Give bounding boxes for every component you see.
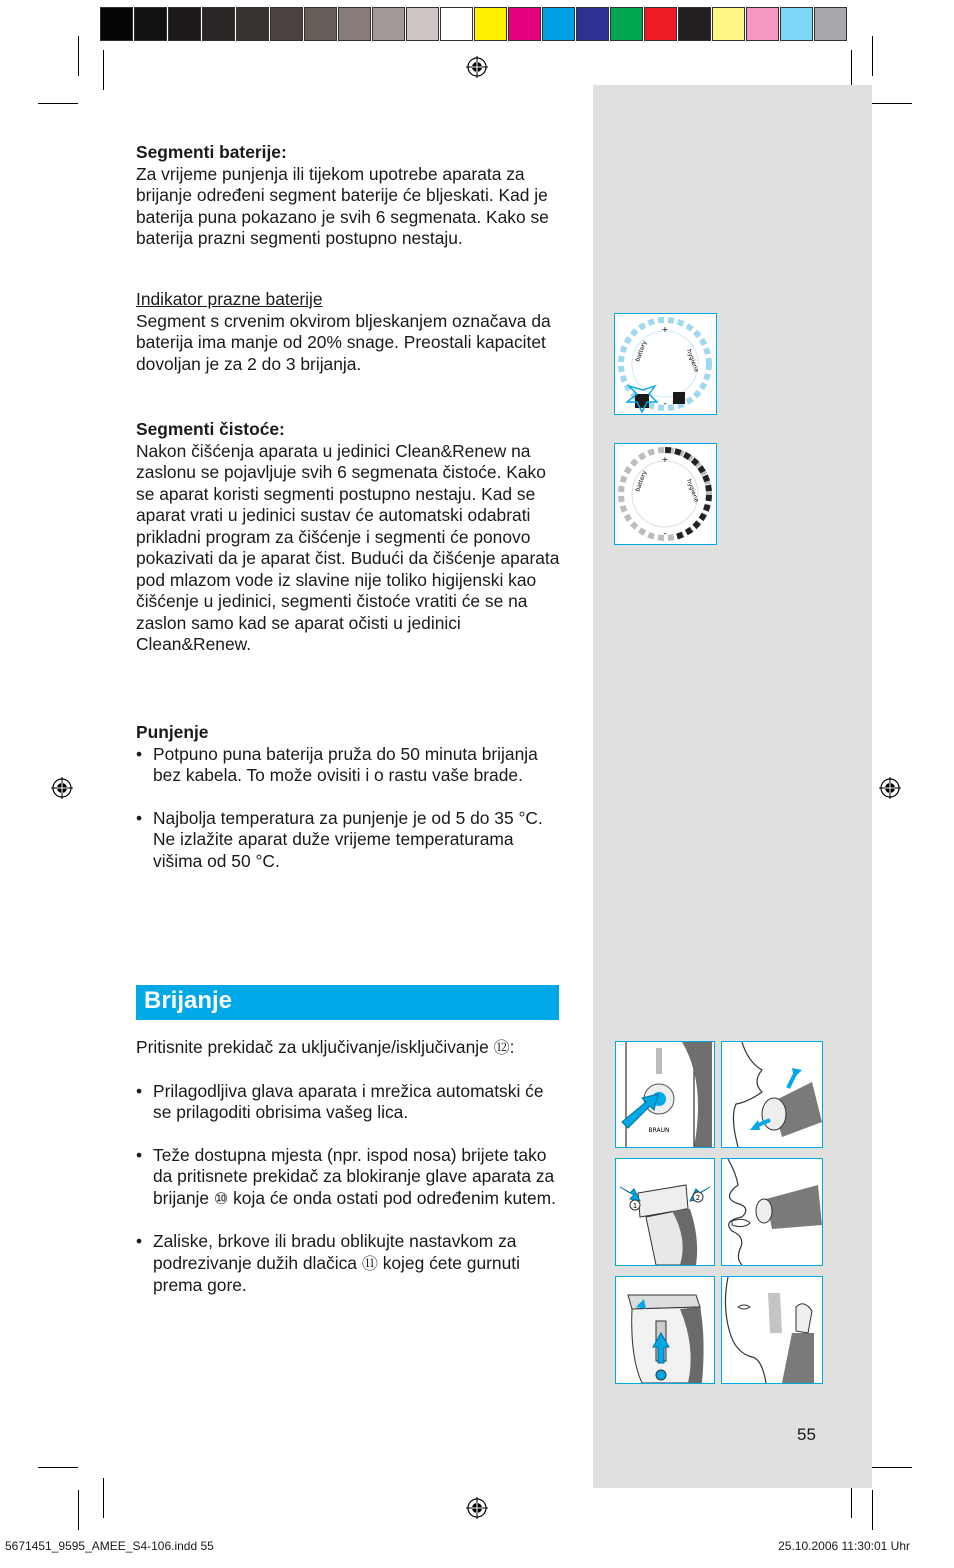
crop-mark (38, 1467, 78, 1468)
color-swatch (270, 7, 303, 41)
hygiene-segments-section (136, 419, 561, 656)
battery-dial-figure (614, 313, 717, 415)
reference-number: ⑫ (493, 1040, 510, 1057)
crop-mark (103, 50, 104, 90)
color-swatch (780, 7, 813, 41)
color-swatch (202, 7, 235, 41)
reference-number: ⑩ (213, 1190, 229, 1208)
color-swatch (542, 7, 575, 41)
color-swatch (440, 7, 473, 41)
color-swatch (100, 7, 133, 41)
color-swatch (134, 7, 167, 41)
dial-minus-label: - (663, 529, 667, 539)
lock-head-illustration (616, 1159, 714, 1265)
paragraph: Za vrijeme punjenja ili tijekom upotrebe aparata za brijanje određeni segment baterije će bljeskati. Kad je baterija puna pokazano je svih 6 segmenata. Kako se baterija prazni segmenti postupno nestaju. (136, 163, 549, 248)
color-calibration-bar (100, 7, 848, 41)
color-swatch (814, 7, 847, 41)
list-item (136, 1231, 561, 1297)
paragraph (136, 1037, 561, 1060)
figure-trimmer (615, 1276, 715, 1384)
section-heading: Punjenje (136, 722, 209, 742)
charging-section (136, 722, 561, 872)
list-item: • Prilagodljiva glava aparata i mrežica automatski će se prilagoditi obrisima vašeg lica. (136, 1081, 561, 1124)
color-swatch (678, 7, 711, 41)
color-swatch (236, 7, 269, 41)
dial-hygiene-label: hygiene (685, 478, 700, 504)
face-nose-illustration (722, 1159, 822, 1265)
crop-mark (103, 1478, 104, 1518)
intro-end: : (509, 1037, 515, 1057)
crop-mark (872, 1490, 873, 1530)
paragraph: Nakon čišćenja aparata u jedinici Clean&Renew na zaslonu se pojavljuje svih 6 segmenata čistoće. Kako se aparat koristi segmenti postupno nestaju. Kad se aparat vrati u jedinici sustav će automatski odabrati prikladni program za čišćenje i segmenti će ponovo pokazivati da je aparat čist. Budući da čišćenje aparata pod mlazom vode iz slavine nije toliko higijenski kao čišćenje u jedinici, segmenti čistoće vratiti će se na zaslon samo kad se aparat očisti u jedinici Clean&Renew. (136, 440, 560, 654)
shaver-switch-illustration (616, 1042, 714, 1147)
dial-hygiene-label: hygiene (685, 348, 700, 374)
shaving-section (136, 1037, 561, 1297)
section-title-bar (136, 985, 559, 1020)
list-text: koja će onda ostati pod određenim kutem. (233, 1187, 556, 1208)
dial-plus-label: + (661, 325, 669, 334)
color-swatch (508, 7, 541, 41)
face-sideburn-illustration (722, 1277, 822, 1383)
footer-filename: 5671451_9595_AMEE_S4-106.indd 55 (5, 1539, 214, 1553)
section-heading: Segmenti čistoće: (136, 419, 285, 439)
color-swatch (406, 7, 439, 41)
color-swatch (338, 7, 371, 41)
page-number: 55 (797, 1425, 816, 1444)
dial-battery-label: battery (634, 469, 649, 493)
registration-mark-icon (466, 56, 488, 78)
trimmer-illustration (616, 1277, 714, 1383)
section-title: Brijanje (144, 987, 233, 1014)
crop-mark (872, 1467, 912, 1468)
section-heading: Segmenti baterije: (136, 142, 287, 162)
battery-dial-illustration (615, 314, 716, 414)
crop-mark (872, 103, 912, 104)
face-shaving-illustration (722, 1042, 822, 1147)
color-swatch (474, 7, 507, 41)
dial-battery-label: battery (634, 339, 649, 363)
paragraph: Segment s crvenim okvirom bljeskanjem označava da baterija ima manje od 20% snage. Preostali kapacitet dovoljan je za 2 do 3 brijanja. (136, 310, 551, 374)
crop-mark (38, 103, 78, 104)
list-item: • Potpuno puna baterija pruža do 50 minuta brijanja bez kabela. To može ovisiti i o rastu vaše brade. (136, 744, 561, 787)
intro-text: Pritisnite prekidač za uključivanje/isključivanje (136, 1037, 489, 1057)
marker-2: 2 (695, 1194, 701, 1202)
figure-lock-head (615, 1158, 715, 1266)
hygiene-dial-illustration (615, 444, 716, 544)
figure-trimming-sideburns (721, 1276, 823, 1384)
list-text: Teže dostupna mjesta (npr. ispod nosa) brijete tako da pritisnete prekidač za blokiranje glave aparata za brijanje (153, 1144, 555, 1208)
color-swatch (610, 7, 643, 41)
registration-mark-icon (879, 777, 901, 799)
hygiene-dial-figure (614, 443, 717, 545)
list-item: • Najbolja temperatura za punjenje je od 5 do 35 °C. Ne izlažite aparat duže vrijeme temperaturama višima od 50 °C. (136, 808, 561, 873)
registration-mark-icon (51, 777, 73, 799)
color-swatch (644, 7, 677, 41)
figure-shaving-nose (721, 1158, 823, 1266)
battery-segments-section (136, 142, 561, 250)
list-item (136, 1145, 561, 1211)
marker-1: 1 (632, 1202, 638, 1210)
footer-timestamp: 25.10.2006 11:30:01 Uhr (778, 1539, 910, 1553)
section-heading: Indikator prazne baterije (136, 289, 323, 309)
list-text: kojeg ćete gurnuti prema gore. (153, 1252, 520, 1295)
low-battery-section (136, 289, 561, 375)
color-swatch (304, 7, 337, 41)
color-swatch (746, 7, 779, 41)
dial-minus-label: - (663, 399, 667, 409)
crop-mark (78, 36, 79, 76)
registration-mark-icon (466, 1497, 488, 1519)
crop-mark (872, 36, 873, 76)
figure-power-switch (615, 1041, 715, 1148)
dial-plus-label: + (661, 455, 669, 464)
crop-mark (78, 1490, 79, 1530)
color-swatch (168, 7, 201, 41)
crop-mark (851, 50, 852, 90)
figure-shaving-chin (721, 1041, 823, 1148)
brand-label: BRAUN (648, 1127, 670, 1134)
color-swatch (372, 7, 405, 41)
color-swatch (712, 7, 745, 41)
list-text: Zaliske, brkove ili bradu oblikujte nastavkom za podrezivanje dužih dlačica (153, 1231, 517, 1273)
reference-number: ⑪ (361, 1255, 378, 1273)
color-swatch (576, 7, 609, 41)
